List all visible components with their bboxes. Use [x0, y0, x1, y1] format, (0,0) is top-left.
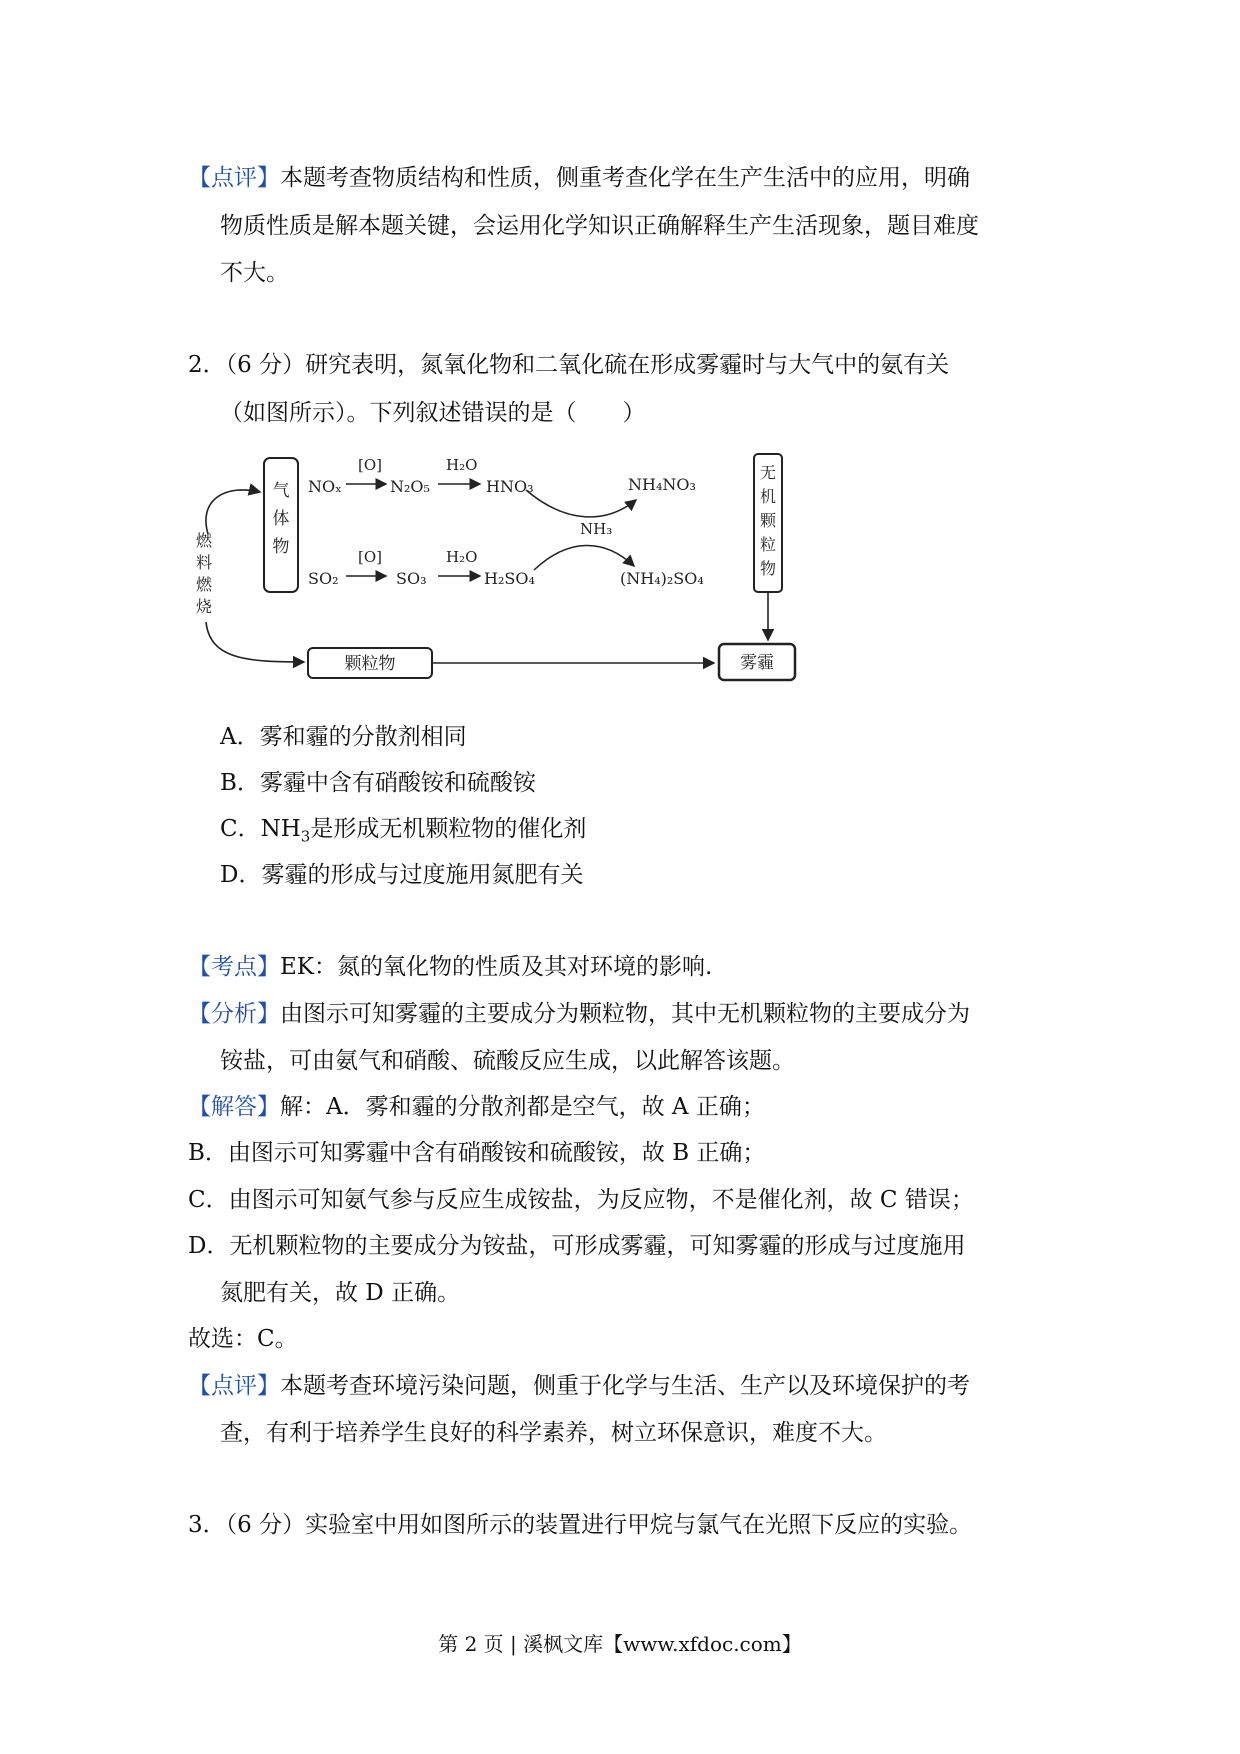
- fuel-char-3: 燃: [196, 575, 213, 594]
- option-a: A．雾和霾的分散剂相同: [220, 724, 467, 750]
- nh3-label: NH₃: [580, 520, 613, 538]
- review-2-line-2: 查，有利于培养学生良好的科学素养，树立环保意识，难度不大。: [220, 1420, 887, 1446]
- inorganic-char-5: 物: [759, 559, 777, 578]
- question-3-line-1: 3．（6 分）实验室中用如图所示的装置进行甲烷与氯气在光照下反应的实验。: [188, 1512, 973, 1538]
- fuel-char-4: 烧: [196, 597, 213, 616]
- page-footer: 第 2 页 | 溪枫文库【www.xfdoc.com】: [438, 1632, 802, 1656]
- option-b: B．雾霾中含有硝酸铵和硫酸铵: [220, 770, 536, 796]
- o-label-2: [O]: [358, 548, 383, 566]
- question-2-line-2: （如图所示）。下列叙述错误的是（ ）: [220, 400, 646, 426]
- gas-char-2: 体: [272, 509, 290, 529]
- fuel-to-particles-arrow: [206, 622, 304, 662]
- gas-char-3: 物: [272, 537, 290, 557]
- option-d: D．雾霾的形成与过度施用氮肥有关: [220, 862, 584, 888]
- so3-label: SO₃: [396, 569, 427, 588]
- fuel-char-1: 燃: [196, 531, 213, 550]
- answer-line-b: B．由图示可知雾霾中含有硝酸铵和硫酸铵，故 B 正确；: [188, 1140, 766, 1166]
- answer-line-a: 【解答】解：A．雾和霾的分散剂都是空气，故 A 正确；: [188, 1094, 765, 1120]
- answer-line-d1: D．无机颗粒物的主要成分为铵盐，可形成雾霾，可知雾霾的形成与过度施用: [188, 1233, 966, 1259]
- h2so4-label: H₂SO₄: [484, 569, 535, 588]
- hno3-label: HNO₃: [486, 477, 534, 496]
- haze-label: 雾霾: [740, 653, 774, 673]
- question-2-line-1: 2．（6 分）研究表明，氮氧化物和二氧化硫在形成雾霾时与大气中的氨有关: [188, 352, 950, 378]
- gas-char-1: 气: [272, 481, 290, 501]
- h2o-label-2: H₂O: [446, 548, 478, 566]
- arrow-h2so4-nh42so4: [534, 545, 634, 570]
- analysis-line-2: 铵盐，可由氨气和硝酸、硫酸反应生成，以此解答该题。: [220, 1048, 795, 1074]
- h2o-label-1: H₂O: [446, 456, 478, 474]
- answer-line-c: C．由图示可知氨气参与反应生成铵盐，为反应物，不是催化剂，故 C 错误；: [188, 1187, 974, 1213]
- inorganic-char-2: 机: [759, 487, 777, 506]
- review-tag: 【点评】: [188, 165, 280, 191]
- inorganic-char-3: 颗: [759, 511, 777, 530]
- so2-label: SO₂: [308, 569, 339, 588]
- fuel-to-gas-arrow: [206, 490, 260, 534]
- nh4no3-label: NH₄NO₃: [628, 475, 696, 494]
- analysis-line-1: 【分析】由图示可知雾霾的主要成分为颗粒物，其中无机颗粒物的主要成分为: [188, 1001, 970, 1027]
- answer-choice: 故选：C。: [188, 1326, 298, 1352]
- option-c: C．$NH_3$是形成无机颗粒物的催化剂: [220, 816, 587, 846]
- answer-line-d2: 氮肥有关，故 D 正确。: [220, 1280, 461, 1306]
- inorganic-char-1: 无: [759, 463, 777, 482]
- arrow-hno3-nh4no3: [526, 490, 636, 517]
- review-1-line-2: 物质性质是解本题关键，会运用化学知识正确解释生产生活现象，题目难度: [220, 213, 979, 239]
- nh42so4-label: (NH₄)₂SO₄: [620, 569, 704, 588]
- n2o5-label: N₂O₅: [390, 477, 430, 496]
- particles-label: 颗粒物: [344, 654, 396, 674]
- review-1-line-3: 不大。: [220, 260, 289, 286]
- exam-point: 【考点】EK：氮的氧化物的性质及其对环境的影响.: [188, 954, 713, 980]
- fuel-char-2: 料: [196, 553, 213, 572]
- review-1-line-1: 【点评】本题考查物质结构和性质，侧重考查化学在生产生活中的应用，明确: [188, 165, 970, 191]
- review-2-line-1: 【点评】本题考查环境污染问题，侧重于化学与生活、生产以及环境保护的考: [188, 1373, 970, 1399]
- nox-label: NOₓ: [308, 477, 342, 496]
- haze-formation-diagram: [196, 444, 836, 694]
- inorganic-char-4: 粒: [759, 535, 777, 554]
- o-label-1: [O]: [358, 456, 383, 474]
